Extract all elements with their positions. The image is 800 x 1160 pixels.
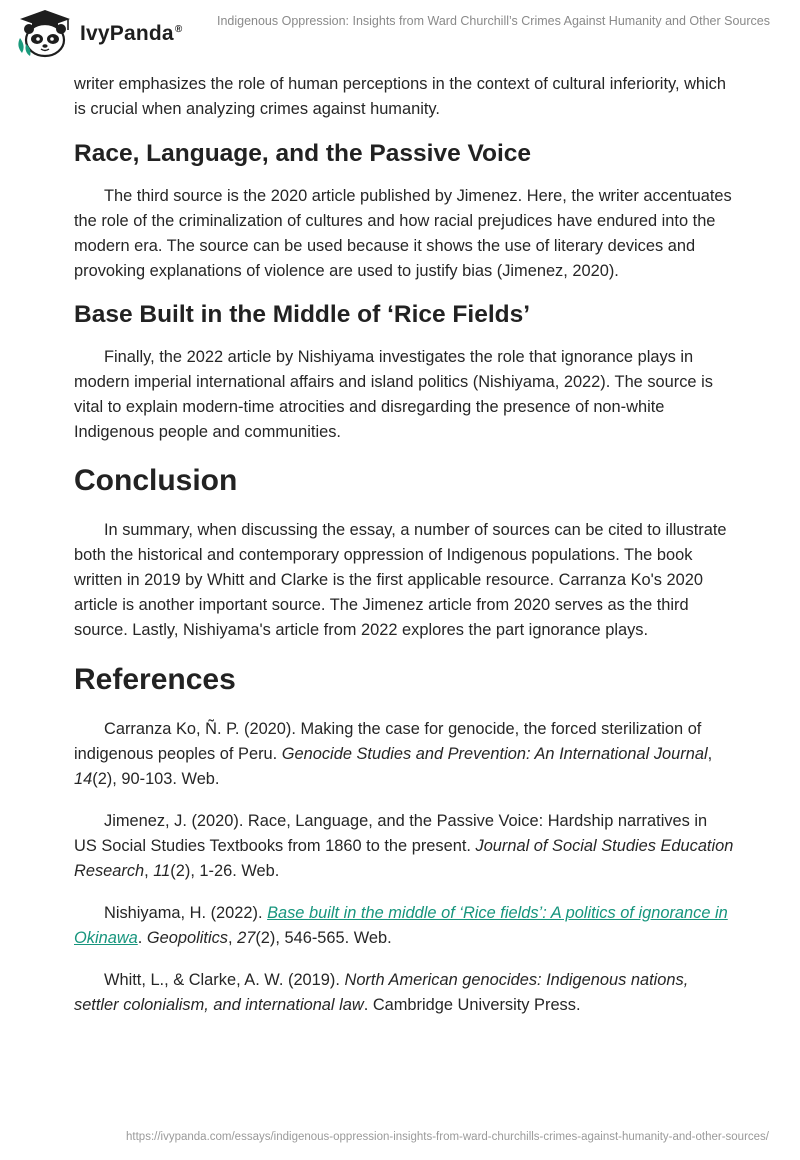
heading-references: References xyxy=(74,663,236,696)
paragraph-race-language: The third source is the 2020 article published by Jimenez. Here, the writer accentuates the role of the criminalization of cultures and how racial prejudices have endured into the modern era. The source can be used because it shows the use of literary devices and provoking explanations of violence are used to justify bias (Jimenez, 2020). xyxy=(74,187,732,280)
panda-graduate-icon xyxy=(14,8,76,58)
paragraph-conclusion: In summary, when discussing the essay, a number of sources can be cited to illustrate both the historical and contemporary oppression of Indigenous populations. The book written in 2019 by Whitt and Clarke is the first applicable resource. Carranza Ko's 2020 article is another important source. The Jimenez article from 2020 serves as the third source. Lastly, Nishiyama's article from 2022 explores the part ignorance plays. xyxy=(74,521,727,639)
nishiyama-article-link[interactable]: Base built in the middle of ‘Rice fields’: A politics of ignorance in Okinawa xyxy=(74,904,728,947)
reference-nishiyama: Nishiyama, H. (2022). Base built in the middle of ‘Rice fields’: A politics of ignorance in Okinawa. Geopolitics, 27(2), 546-565. Web. xyxy=(74,904,728,947)
reference-jimenez: Jimenez, J. (2020). Race, Language, and the Passive Voice: Hardship narratives in US Social Studies Textbooks from 1860 to the present. Journal of Social Studies Education Research, 11(2), 1-26. Web. xyxy=(74,812,734,880)
page-url-footer: https://ivypanda.com/essays/indigenous-oppression-insights-from-ward-churchills-crimes-against-humanity-and-other-sources/ xyxy=(126,1131,769,1143)
reference-whitt-clarke: Whitt, L., & Clarke, A. W. (2019). North American genocides: Indigenous nations, settler colonialism, and international law. Cambridge University Press. xyxy=(74,971,689,1014)
brand-name: IvyPanda® xyxy=(80,22,183,45)
heading-race-language: Race, Language, and the Passive Voice xyxy=(74,140,532,167)
paragraph-intro-continuation: writer emphasizes the role of human perceptions in the context of cultural inferiority, which is crucial when analyzing crimes against humanity. xyxy=(74,75,726,118)
essay-body xyxy=(74,72,734,1018)
heading-rice-fields: Base Built in the Middle of ‘Rice Fields’ xyxy=(74,301,531,328)
document-title: Indigenous Oppression: Insights from Ward Churchill’s Crimes Against Humanity and Other Sources xyxy=(216,14,770,28)
ivypanda-logo[interactable] xyxy=(12,8,202,58)
page-header xyxy=(0,0,800,62)
paragraph-rice-fields: Finally, the 2022 article by Nishiyama investigates the role that ignorance plays in modern imperial international affairs and island politics (Nishiyama, 2022). The source is vital to explain modern-time atrocities and disregarding the presence of non-white Indigenous people and communities. xyxy=(74,348,713,441)
reference-carranza-ko: Carranza Ko, Ñ. P. (2020). Making the case for genocide, the forced sterilization of indigenous peoples of Peru. Genocide Studies and Prevention: An International Journal, 14(2), 90-103. Web. xyxy=(74,720,713,788)
heading-conclusion: Conclusion xyxy=(74,464,238,497)
